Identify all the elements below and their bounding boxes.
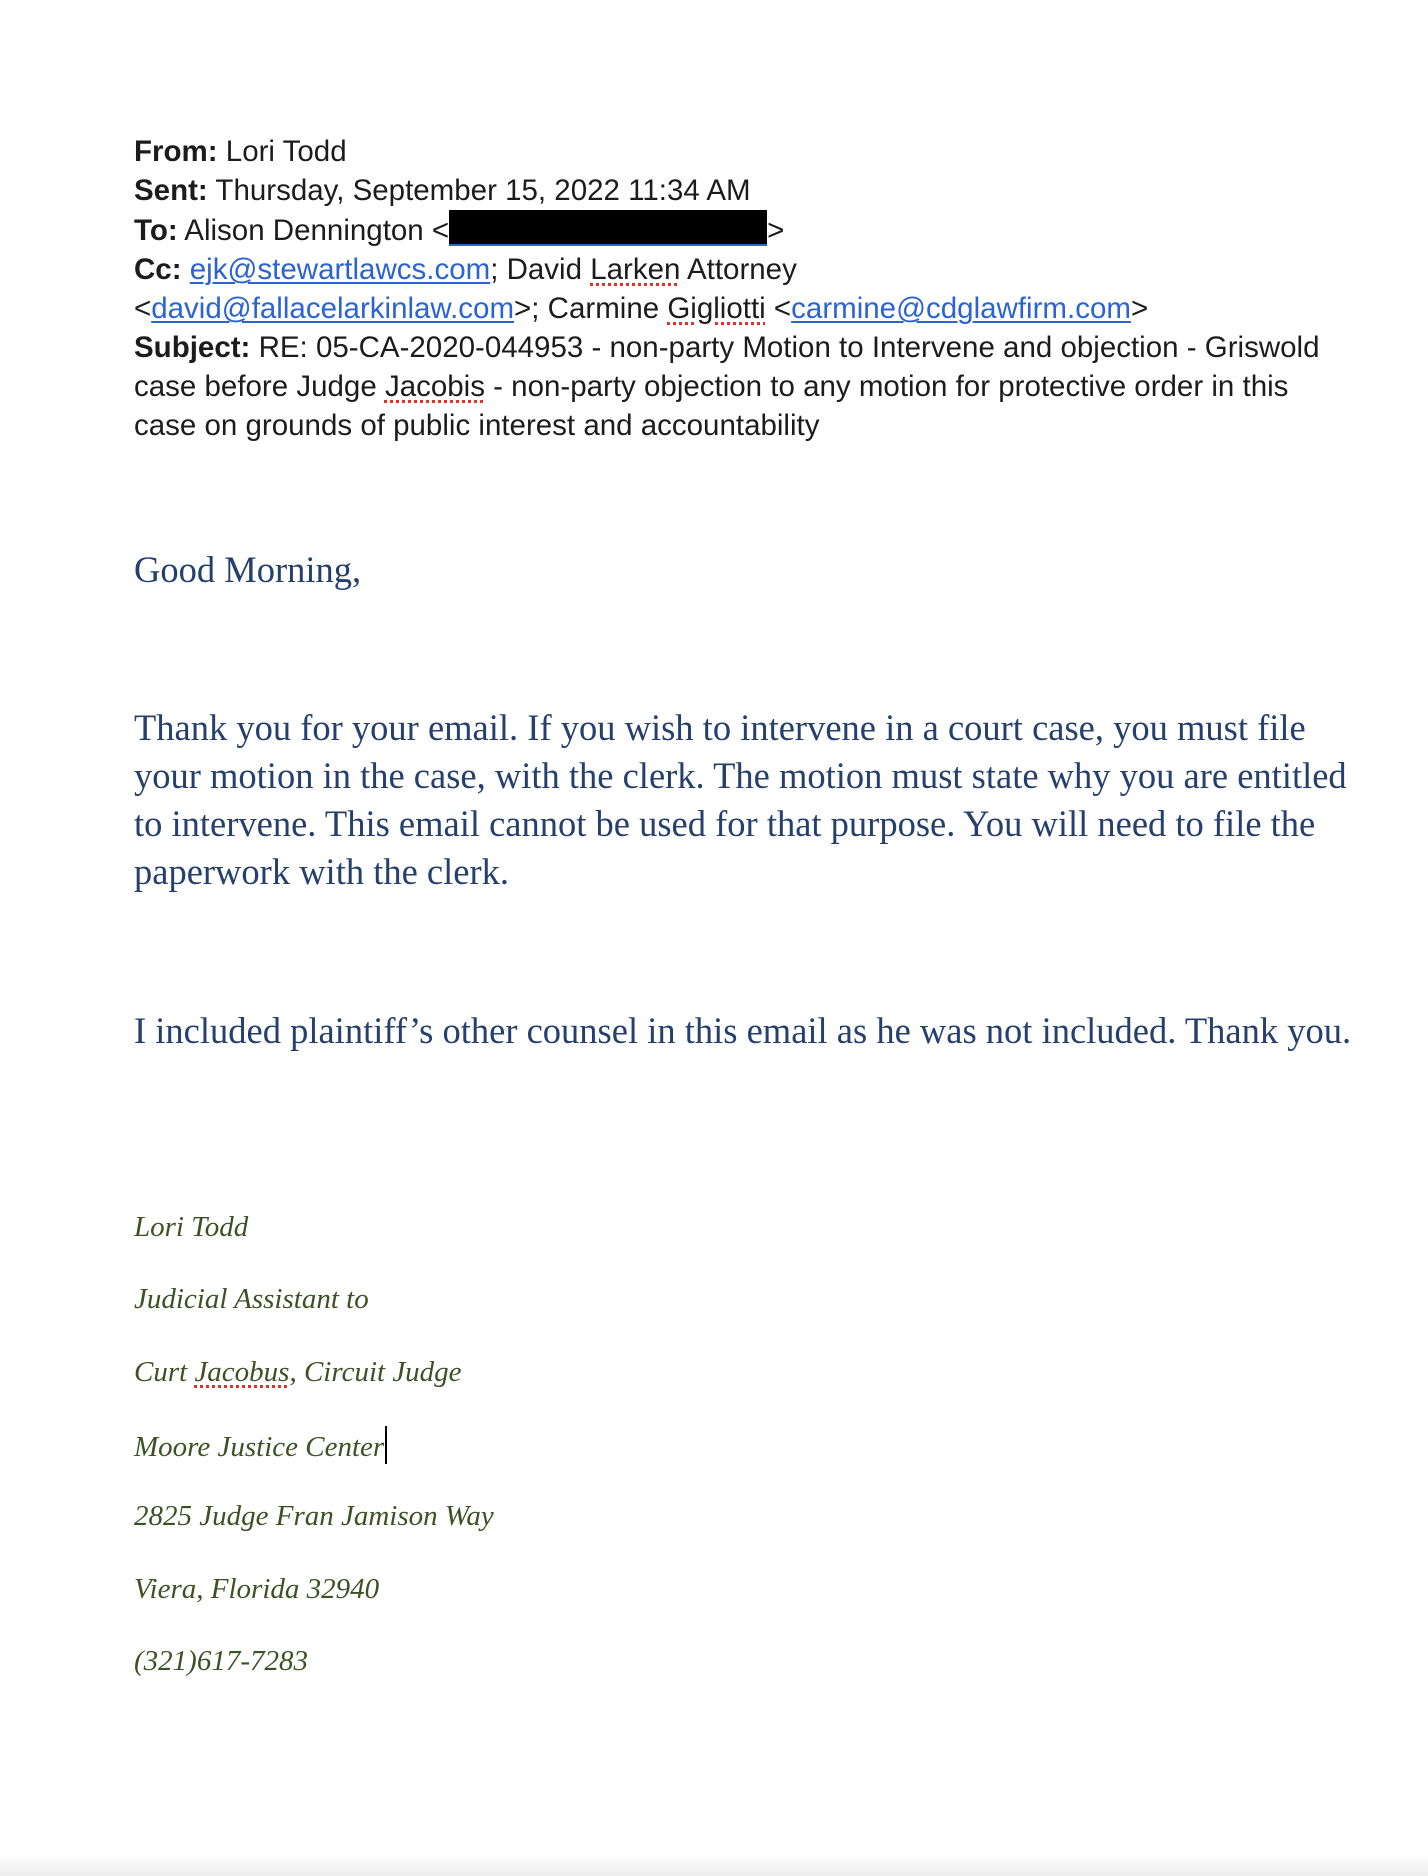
cc-email-link-2[interactable]: david@fallacelarkinlaw.com [151, 292, 515, 325]
cc-attorney: Attorney [680, 253, 797, 286]
body-paragraph-1: Thank you for your email. If you wish to intervene in a court case, you must file your motion in the case, with the clerk. The motion must state why you are entitled to intervene. This email cannot be used for that purpose. You will need to file the paperwork with the clerk. [134, 707, 1347, 892]
cc-line-2 [134, 289, 1344, 328]
judge-prefix: Curt [134, 1356, 195, 1388]
cc-email-link-3[interactable]: carmine@cdglawfirm.com [791, 292, 1131, 325]
cc-separator-2: >; Carmine [514, 292, 668, 325]
redacted-email-block [449, 210, 767, 246]
from-line [134, 132, 1344, 171]
signature-street: 2825 Judge Fran Jamison Way [134, 1500, 494, 1532]
subject-text-2: - non-party objection to any motion for protective order in this case on grounds of public interest and accountability [134, 370, 1289, 442]
judge-surname: Jacobus [194, 1356, 290, 1388]
subject-line [134, 328, 1344, 445]
body-paragraph-2: I included plaintiff’s other counsel in this email as he was not included. Thank you. [134, 1010, 1352, 1051]
to-close: > [767, 214, 785, 247]
subject-label: Subject: [134, 331, 251, 364]
judge-suffix: , Circuit Judge [289, 1356, 462, 1388]
email-header [134, 132, 1344, 445]
sent-line [134, 171, 1344, 210]
subject-text-1: RE: 05-CA-2020-044953 - non-party Motion to Intervene and objection - Griswold case before Judge [134, 331, 1320, 403]
from-value: Lori Todd [225, 135, 347, 168]
sent-label: Sent: [134, 174, 208, 207]
building-text: Moore Justice Center [134, 1431, 385, 1463]
cc-label: Cc: [134, 253, 182, 286]
to-name: Alison Dennington < [184, 214, 450, 247]
cc-email-link-1[interactable]: ejk@stewartlawcs.com [189, 253, 491, 286]
page-bottom-edge [0, 1854, 1428, 1876]
cc-name-larken: Larken [590, 253, 681, 286]
cc-separator-1: ; David [490, 253, 591, 286]
sent-value: Thursday, September 15, 2022 11:34 AM [215, 174, 751, 207]
cc-close-3: > [1130, 292, 1149, 325]
signature-title: Judicial Assistant to [134, 1283, 369, 1315]
greeting: Good Morning, [134, 549, 362, 590]
text-cursor [385, 1426, 387, 1464]
cc-name-gigliotti: Gigliotti [667, 292, 766, 325]
cc-open-2: < [134, 292, 152, 325]
subject-name-jacobis: Jacobis [384, 370, 485, 403]
cc-open-3: < [765, 292, 792, 325]
signature-phone: (321)617-7283 [134, 1645, 308, 1677]
signature-name: Lori Todd [134, 1211, 249, 1243]
signature-building [134, 1426, 387, 1465]
signature-city: Viera, Florida 32940 [134, 1573, 380, 1605]
cc-line [134, 250, 1344, 289]
from-label: From: [134, 135, 218, 168]
signature-judge [134, 1354, 462, 1390]
to-line [134, 210, 1344, 250]
to-label: To: [134, 214, 178, 247]
